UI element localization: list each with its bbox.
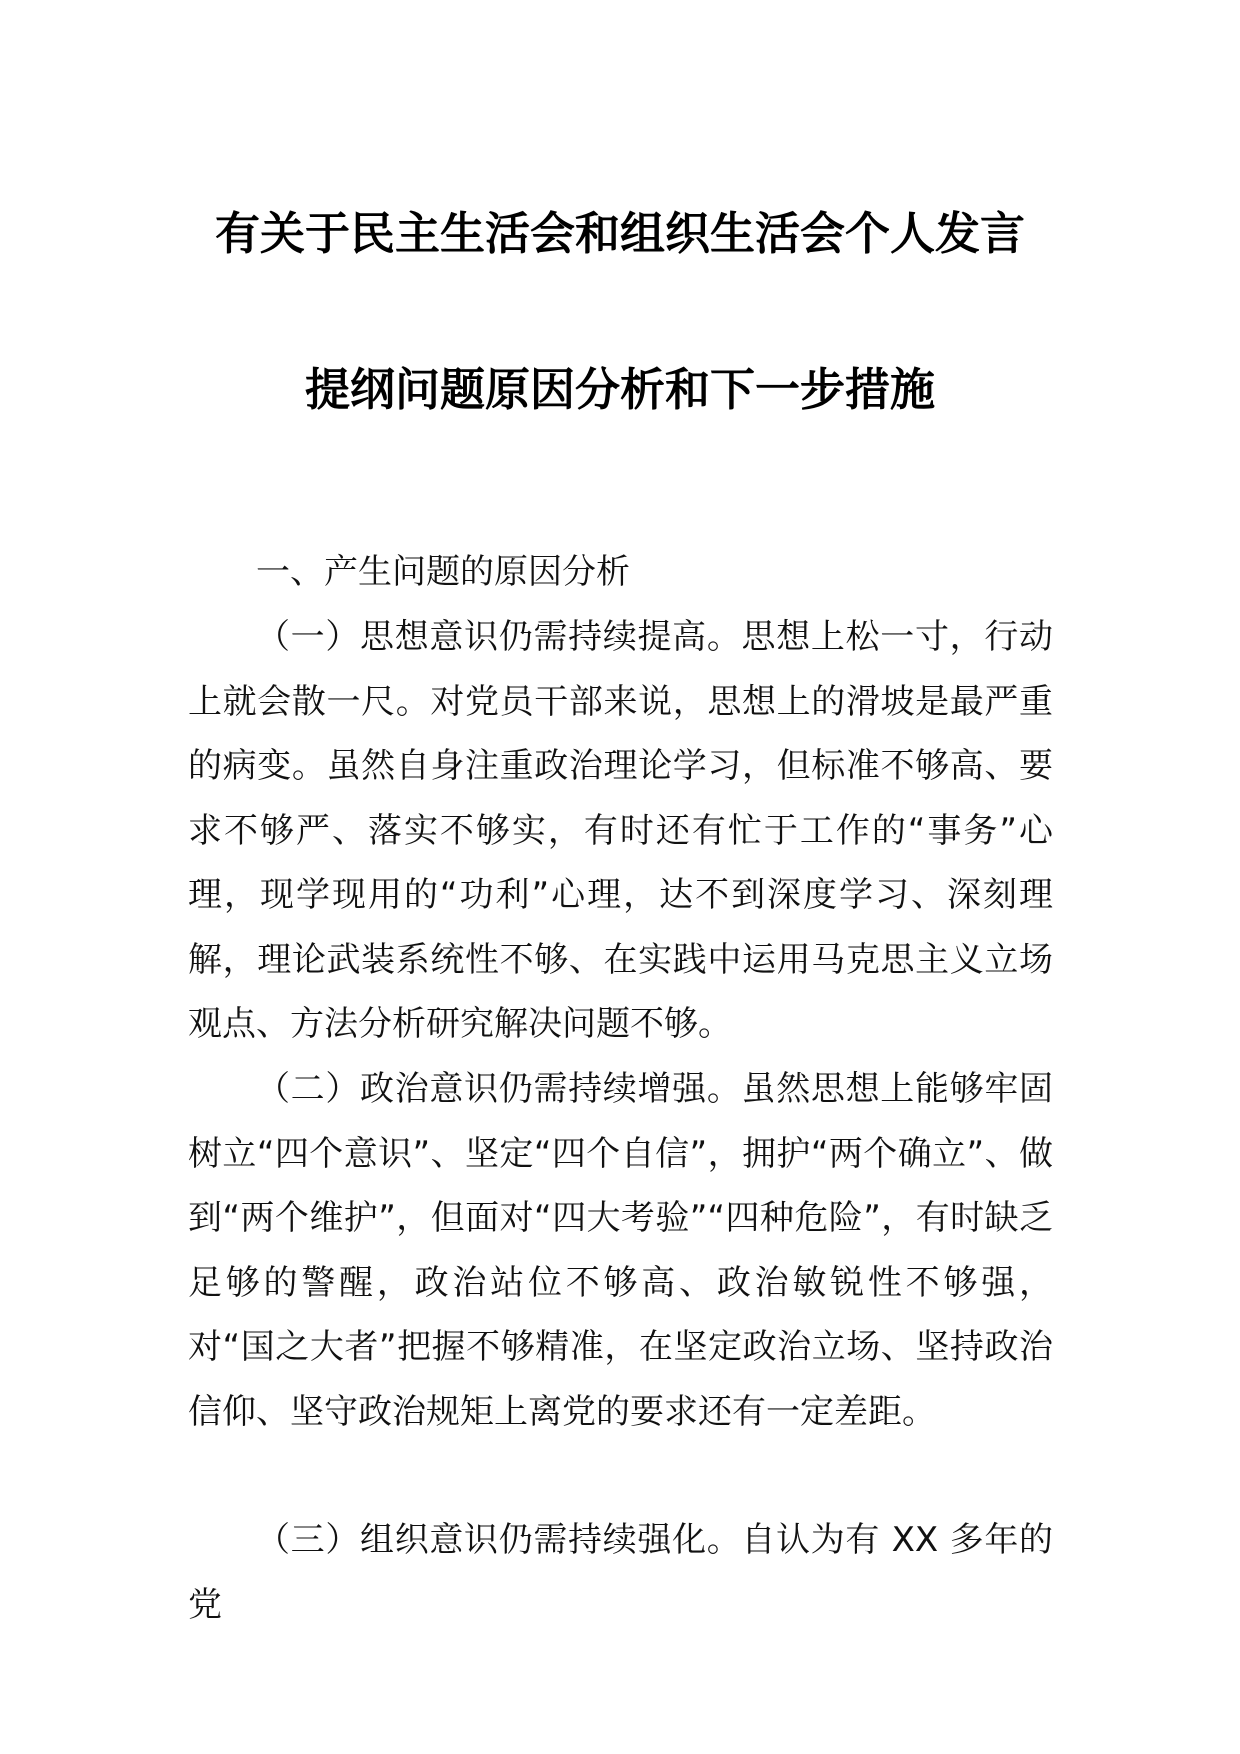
section-heading: 一、产生问题的原因分析 [256, 552, 630, 592]
section-heading-container [188, 540, 1053, 605]
document-title-line-2: 提纲问题原因分析和下一步措施 [304, 363, 935, 416]
paragraph-3-container [188, 1508, 1053, 1637]
paragraph-3: （三）组织意识仍需持续强化。自认为有 XX 多年的党 [188, 1520, 1053, 1625]
document-title-line-1: 有关于民主生活会和组织生活会个人发言 [214, 207, 1025, 260]
paragraph-2: （二）政治意识仍需持续增强。虽然思想上能够牢固树立“四个意识”、坚定“四个自信”，拥护“两个确立”、做到“两个维护”，但面对“四大考验”“四种危险”，有时缺乏足够的警醒，政治站位不够高、政治敏锐性不够强，对“国之大者”把握不够精准，在坚定政治立场、坚持政治信仰、坚守政治规矩上离党的要求还有一定差距。 [188, 1069, 1053, 1432]
paragraph-1: （一）思想意识仍需持续提高。思想上松一寸，行动上就会散一尺。对党员干部来说，思想上的滑坡是最严重的病变。虽然自身注重政治理论学习，但标准不够高、要求不够严、落实不够实，有时还有忙于工作的“事务”心理，现学现用的“功利”心理，达不到深度学习、深刻理解，理论武装系统性不够、在实践中运用马克思主义立场观点、方法分析研究解决问题不够。 [188, 617, 1053, 1044]
paragraph-1-container [188, 605, 1053, 1057]
paragraph-2-container [188, 1057, 1053, 1444]
